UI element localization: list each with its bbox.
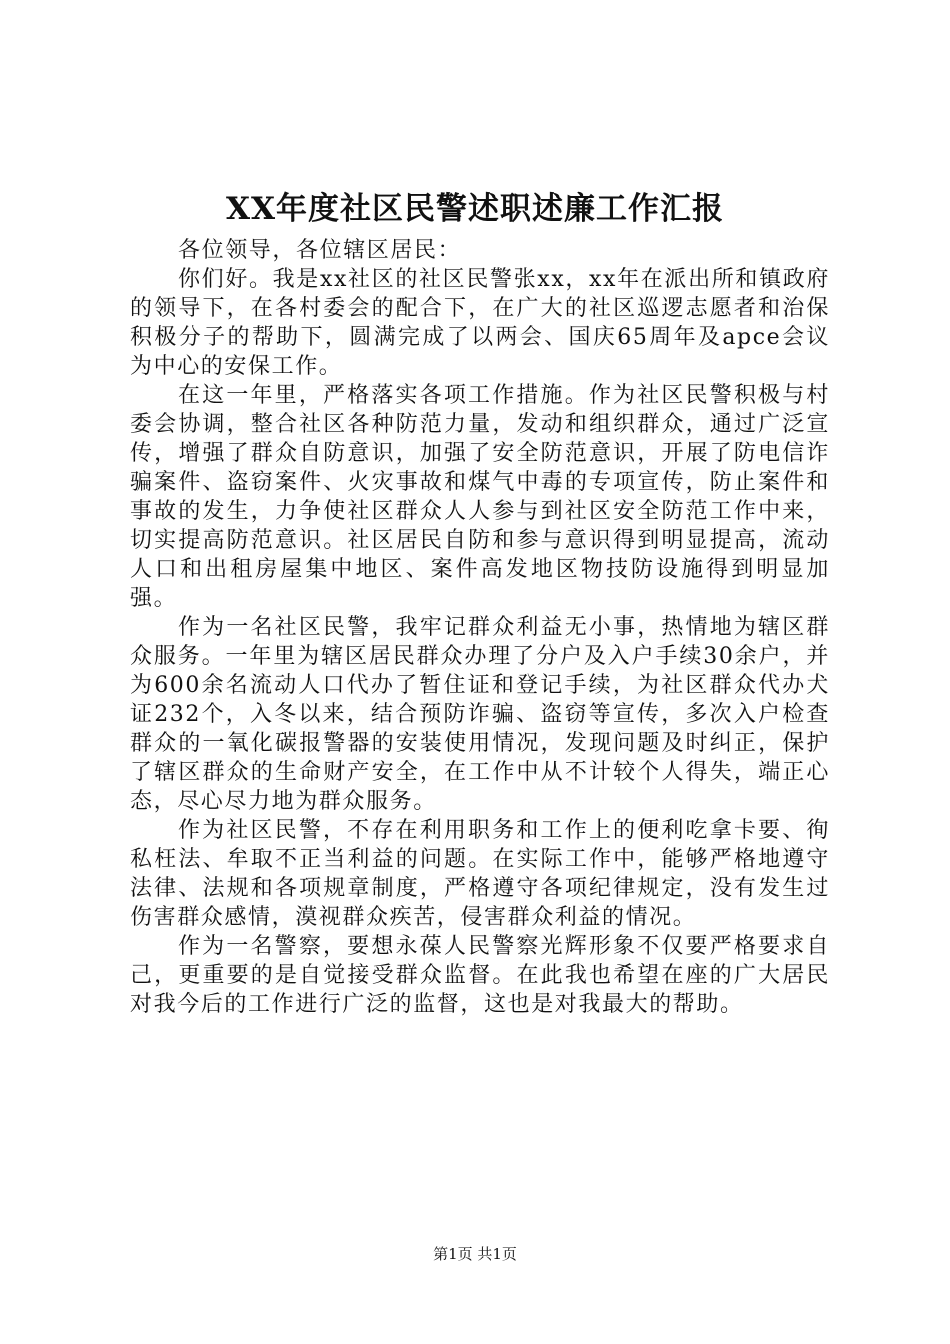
paragraph-resident-service: 作为一名社区民警，我牢记群众利益无小事，热情地为辖区群众服务。一年里为辖区居民群众办理了分户及入户手续30余户，并为600余名流动人口代办了暂住证和登记手续，为社区群众代办犬证232个，入冬以来，结合预防诈骗、盗窃等宣传，多次入户检查群众的一氧化碳报警器的安装使用情况，发现问题及时纠正，保护了辖区群众的生命财产安全，在工作中从不计较个人得失，端正心态，尽心尽力地为群众服务。 <box>130 615 830 814</box>
paragraph-integrity: 作为社区民警，不存在利用职务和工作上的便利吃拿卡要、徇私枉法、牟取不正当利益的问题。在实际工作中，能够严格地遵守法律、法规和各项规章制度，严格遵守各项纪律规定，没有发生过伤害群众感情，漠视群众疾苦，侵害群众利益的情况。 <box>130 818 830 930</box>
paragraph-supervision: 作为一名警察，要想永葆人民警察光辉形象不仅要严格要求自己，更重要的是自觉接受群众监督。在此我也希望在座的广大居民对我今后的工作进行广泛的监督，这也是对我最大的帮助。 <box>130 934 830 1017</box>
page-number-footer: 第1页 共1页 <box>433 1245 517 1263</box>
paragraph-safety-measures: 在这一年里，严格落实各项工作措施。作为社区民警积极与村委会协调，整合社区各种防范力量，发动和组织群众，通过广泛宣传，增强了群众自防意识，加强了安全防范意识，开展了防电信诈骗案件、盗窃案件、火灾事故和煤气中毒的专项宣传，防止案件和事故的发生，力争使社区群众人人参与到社区安全防范工作中来，切实提高防范意识。社区居民自防和参与意识得到明显提高，流动人口和出租房屋集中地区、案件高发地区物技防设施得到明显加强。 <box>130 383 830 611</box>
document-title: XX年度社区民警述职述廉工作汇报 <box>225 191 725 227</box>
paragraph-greeting: 你们好。我是xx社区的社区民警张xx，xx年在派出所和镇政府的领导下，在各村委会的配合下，在广大的社区巡逻志愿者和治保积极分子的帮助下，圆满完成了以两会、国庆65周年及apce会议为中心的安保工作。 <box>130 267 830 379</box>
document-body <box>130 236 830 1019</box>
salutation: 各位领导，各位辖区居民： <box>178 238 462 263</box>
